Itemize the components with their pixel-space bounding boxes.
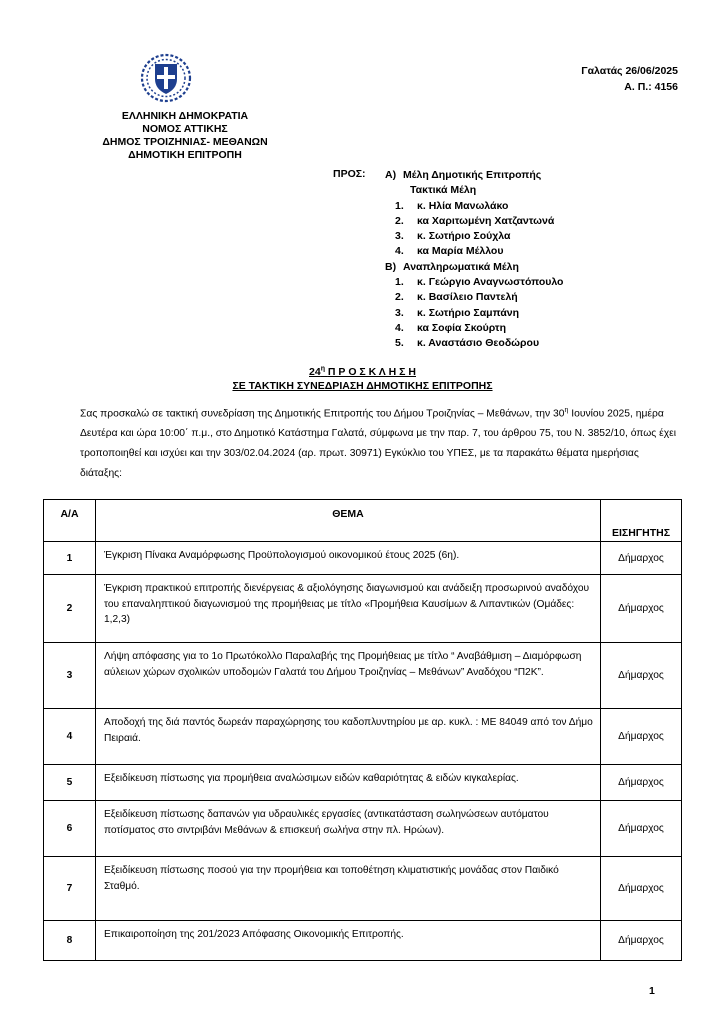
- member-number: 4.: [395, 245, 404, 258]
- member-number: 2.: [395, 214, 404, 227]
- agenda-number: 2: [44, 575, 96, 643]
- table-row: [44, 542, 682, 575]
- agenda-rapporteur: Δήμαρχος: [601, 801, 682, 857]
- header-subject: ΘΕΜΑ: [96, 500, 601, 542]
- agenda-number: 1: [44, 542, 96, 575]
- member-name: κα Σοφία Σκούρτη: [417, 321, 507, 334]
- member-number: 4.: [395, 321, 404, 334]
- member-number: 1.: [395, 199, 404, 212]
- intro-text-1: Σας προσκαλώ σε τακτική συνεδρίαση της Δημοτικής Επιτροπής του Δήμου Τροιζηνίας – Μεθάνων, την 30: [80, 408, 565, 420]
- agenda-subject: Έγκριση Πίνακα Αναμόρφωσης Προϋπολογισμού οικονομικού έτους 2025 (6η).: [96, 542, 601, 575]
- agenda-subject: Εξειδίκευση πίστωσης δαπανών για υδραυλικές εργασίες (αντικατάσταση σωληνώσεων αυτόματου ποτίσματος στο σιντριβάνι Μεθάνων & επισκευή σωλήνα στην πλ. Ηρώων).: [96, 801, 601, 857]
- date-protocol-block: [581, 63, 678, 95]
- member-number: 2.: [395, 291, 404, 304]
- recipient-member: [385, 321, 563, 336]
- member-number: 3.: [395, 230, 404, 243]
- group-title: Αναπληρωματικά Μέλη: [403, 260, 519, 273]
- recipient-group-a: [385, 168, 563, 183]
- table-row: [44, 643, 682, 709]
- recipient-member: [385, 244, 563, 259]
- invitation-title: [0, 362, 725, 393]
- member-name: κ. Σωτήριο Σούχλα: [417, 230, 511, 243]
- agenda-number: 8: [44, 921, 96, 961]
- authority-line: ΕΛΛΗΝΙΚΗ ΔΗΜΟΚΡΑΤΙΑ: [121, 110, 249, 122]
- recipient-member: [385, 275, 563, 290]
- table-row: [44, 709, 682, 765]
- document-date: Γαλατάς 26/06/2025: [581, 65, 678, 77]
- agenda-number: 5: [44, 765, 96, 801]
- recipient-member: [385, 290, 563, 305]
- agenda-number: 7: [44, 857, 96, 921]
- recipient-member: [385, 306, 563, 321]
- agenda-rapporteur: Δήμαρχος: [601, 709, 682, 765]
- agenda-rapporteur: Δήμαρχος: [601, 921, 682, 961]
- member-number: 1.: [395, 276, 404, 289]
- authority-line: ΔΗΜΟΤΙΚΗ ΕΠΙΤΡΟΠΗ: [128, 149, 242, 161]
- intro-paragraph: [80, 401, 676, 484]
- agenda-rapporteur: Δήμαρχος: [601, 643, 682, 709]
- intro-sup: η: [564, 407, 569, 414]
- recipients-list: [385, 168, 563, 352]
- agenda-subject: Εξειδίκευση πίστωσης ποσού για την προμήθεια και τοποθέτηση κλιματιστικής μονάδας στον Παιδικό Σταθμό.: [96, 857, 601, 921]
- table-row: [44, 857, 682, 921]
- group-letter: Α): [385, 169, 397, 181]
- member-name: κα Μαρία Μέλλου: [417, 245, 504, 258]
- agenda-subject: Αποδοχή της διά παντός δωρεάν παραχώρησης του καδοπλυντηρίου με αρ. κυκλ. : ΜΕ 84049 από τον Δήμο Πειραιά.: [96, 709, 601, 765]
- recipient-member: [385, 214, 563, 229]
- invitation-word: Π Ρ Ο Σ Κ Λ Η Σ Η: [327, 365, 416, 378]
- header-number: Α/Α: [44, 500, 96, 542]
- recipient-member: [385, 229, 563, 244]
- page-number: 1: [649, 985, 655, 997]
- ordinal-suffix: η: [320, 365, 325, 372]
- agenda-subject: Εξειδίκευση πίστωσης για προμήθεια αναλώσιμων ειδών καθαριότητας & ειδών κιγκαλερίας.: [96, 765, 601, 801]
- agenda-rapporteur: Δήμαρχος: [601, 857, 682, 921]
- authority-line: ΔΗΜΟΣ ΤΡΟΙΖΗΝΙΑΣ- ΜΕΘΑΝΩΝ: [102, 136, 268, 148]
- table-row: [44, 801, 682, 857]
- group-subtitle: Τακτικά Μέλη: [410, 184, 477, 197]
- agenda-rapporteur: Δήμαρχος: [601, 575, 682, 643]
- agenda-subject: Επικαιροποίηση της 201/2023 Απόφασης Οικονομικής Επιτροπής.: [96, 921, 601, 961]
- agenda-number: 4: [44, 709, 96, 765]
- intro-text-2: Ιουνίου 2025, ημέρα Δευτέρα και ώρα 10:00΄ π.μ., στο Δημοτικό Κατάστημα Γαλατά, σύμφωνα με την παρ. 7, του άρθρου 75, του Ν. 3852/10, όπως έχει τροποποιηθεί και ισχύει και την 303/02.04.2024 (αρ. πρωτ. 30971) Εγκύκλιο του ΥΠΕΣ, με τα παρακάτω θέματα ημερήσιας διάταξης:: [80, 408, 676, 480]
- invitation-subtitle: ΣΕ ΤΑΚΤΙΚΗ ΣΥΝΕΔΡΙΑΣΗ ΔΗΜΟΤΙΚΗΣ ΕΠΙΤΡΟΠΗΣ: [232, 379, 493, 392]
- recipient-member: [385, 336, 563, 351]
- agenda-subject: Έγκριση πρακτικού επιτροπής διενέργειας & αξιολόγησης διαγωνισμού και ανάδειξη προσωρινού αναδόχου του επαναληπτικού διαγωνισμού της προμήθειας με τίτλο «Προμήθεια Καυσίμων & Λιπαντικών (Ομάδες: 1,2,3): [96, 575, 601, 643]
- agenda-rapporteur: Δήμαρχος: [601, 542, 682, 575]
- recipients-label: ΠΡΟΣ:: [333, 168, 366, 180]
- agenda-subject: Λήψη απόφασης για το 1ο Πρωτόκολλο Παραλαβής της Προμήθειας με τίτλο “ Αναβάθμιση – Διαμόρφωση αύλειων χώρων σχολικών υποδομών Γαλατά του Δήμου Τροιζηνίας – Μεθάνων” Αναδόχου “Π2Κ”.: [96, 643, 601, 709]
- table-row: [44, 575, 682, 643]
- recipient-member: [385, 199, 563, 214]
- protocol-number: Α. Π.: 4156: [624, 81, 678, 93]
- table-row: [44, 921, 682, 961]
- table-row: [44, 765, 682, 801]
- invitation-number: 24: [309, 365, 321, 378]
- member-name: κ. Σωτήριο Σαμπάνη: [417, 306, 520, 319]
- member-number: 5.: [395, 337, 404, 350]
- recipient-group-b: [385, 260, 563, 275]
- agenda-rapporteur: Δήμαρχος: [601, 765, 682, 801]
- authority-line: ΝΟΜΟΣ ΑΤΤΙΚΗΣ: [142, 123, 228, 135]
- agenda-number: 6: [44, 801, 96, 857]
- member-name: κα Χαριτωμένη Χατζαντωνά: [417, 214, 555, 227]
- table-header-row: [44, 500, 682, 542]
- member-number: 3.: [395, 306, 404, 319]
- group-title: Μέλη Δημοτικής Επιτροπής: [403, 169, 542, 181]
- greek-coat-of-arms-icon: [140, 51, 192, 103]
- group-letter: Β): [385, 260, 397, 273]
- header-rapporteur: ΕΙΣΗΓΗΤΗΣ: [601, 500, 682, 542]
- issuing-authority: [95, 110, 275, 162]
- member-name: κ. Γεώργιο Αναγνωστόπουλο: [417, 276, 564, 289]
- member-name: κ. Ηλία Μανωλάκο: [417, 199, 509, 212]
- agenda-number: 3: [44, 643, 96, 709]
- member-name: κ. Βασίλειο Παντελή: [417, 291, 518, 304]
- member-name: κ. Αναστάσιο Θεοδώρου: [417, 337, 540, 350]
- agenda-table: [43, 499, 682, 961]
